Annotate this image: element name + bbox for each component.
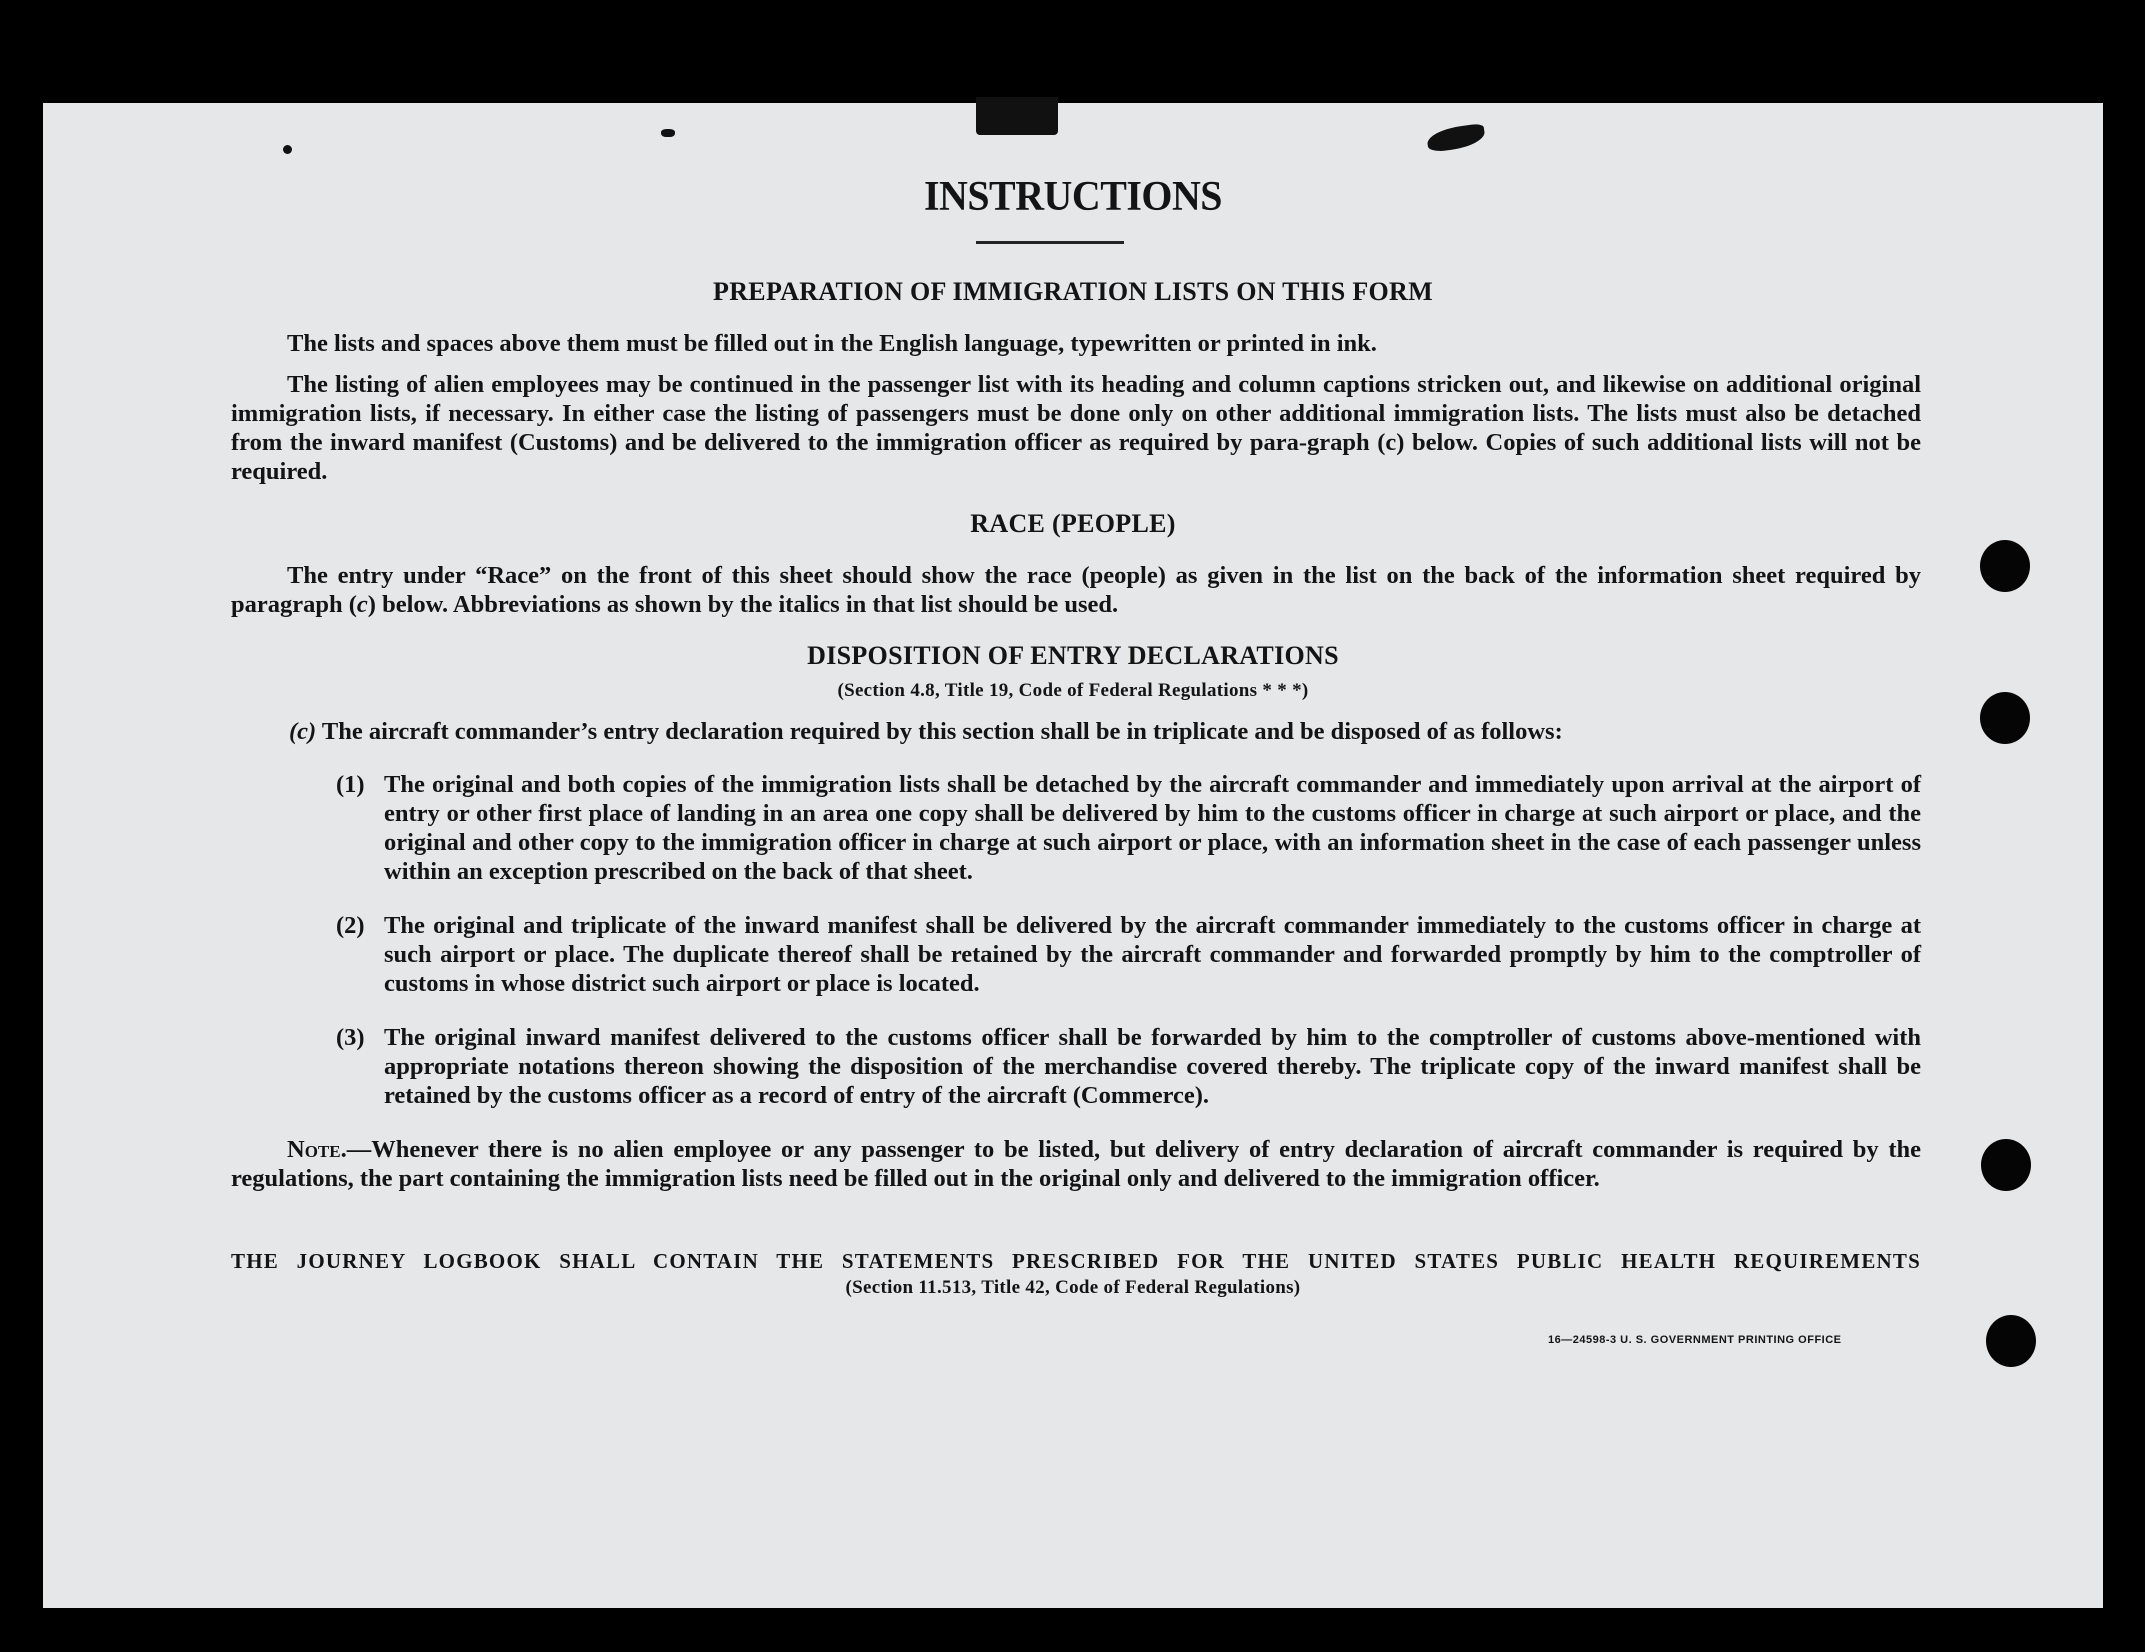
list-item [336,770,1921,886]
heading-disposition: DISPOSITION OF ENTRY DECLARATIONS [807,641,1339,670]
prep-paragraph-2: The listing of alien employees may be continued in the passenger list with its heading and column captions stricken out, and likewise on additional original immigration lists, if necessary. In either case the listing of passengers must be done only on other additional immigration lists. The lists must also be detached from the inward manifest (Customs) and be delivered to the immigration officer as required by para-graph (c) below. Copies of such additional lists will not be required. [231,371,1921,485]
page-title: INSTRUCTIONS [923,174,1223,220]
disposition-intro [289,717,1921,746]
journey-citation: (Section 11.513, Title 42, Code of Federal Regulations) [845,1277,1301,1298]
title-underline [976,241,1124,244]
form-sheet [43,103,2103,1608]
printing-office-code: 16—24598-3 U. S. GOVERNMENT PRINTING OFFICE [1548,1334,1842,1346]
item-number: (1) [336,771,365,798]
punch-hole [1980,692,2030,744]
ink-mark [661,129,675,137]
heading-preparation: PREPARATION OF IMMIGRATION LISTS ON THIS FORM [713,277,1433,306]
intro-label: (c) [289,718,317,745]
punch-hole [1981,1139,2031,1191]
punch-hole [1980,540,2030,592]
note-label: Note. [287,1136,347,1163]
race-text-c: c [356,591,368,618]
prep-paragraph-1: The lists and spaces above them must be filled out in the English language, typewritten or printed in ink. [287,330,1377,357]
disposition-citation: (Section 4.8, Title 19, Code of Federal Regulations * * *) [837,680,1309,701]
item-text: The original inward manifest delivered to the customs officer shall be forwarded by him to the comptroller of customs above-mentioned with appropriate notations thereon showing the disposition of the merchandise covered thereby. The triplicate copy of the inward manifest shall be retained by the customs officer as a record of entry of the aircraft (Commerce). [384,1024,1921,1109]
ink-mark [1426,123,1486,153]
ink-mark [283,145,292,154]
race-text-b: ) below. Abbreviations as shown by the italics in that list should be used. [367,591,1119,618]
list-item [336,1023,1921,1110]
intro-text: The aircraft commander’s entry declaration required by this section shall be in triplicate and be disposed of as follows: [321,718,1563,745]
race-paragraph [231,561,1921,619]
item-number: (2) [336,912,365,939]
heading-race: RACE (PEOPLE) [970,509,1176,538]
punch-hole [1986,1315,2036,1367]
race-text-a: The entry under “Race” on the front of this sheet should show the race (people) as given in the list on the back of the information sheet required by paragraph ( [231,562,1921,618]
item-number: (3) [336,1024,365,1051]
sheet-notch [976,97,1058,135]
item-text: The original and triplicate of the inward manifest shall be delivered by the aircraft commander immediately to the customs officer in charge at such airport or place. The duplicate thereof shall be retained by the aircraft commander and forwarded promptly by him to the comptroller of customs in whose district such airport or place is located. [384,912,1921,997]
list-item [336,911,1921,998]
note-text: —Whenever there is no alien employee or any passenger to be listed, but delivery of entry declaration of aircraft commander is required by the regulations, the part containing the immigration lists need be filled out in the original only and delivered to the immigration officer. [231,1136,1921,1192]
note-paragraph [231,1135,1921,1193]
journey-logbook-statement: THE JOURNEY LOGBOOK SHALL CONTAIN THE STATEMENTS PRESCRIBED FOR THE UNITED STATES PUBLIC HEALTH REQUIREMENTS [231,1249,1921,1273]
item-text: The original and both copies of the immigration lists shall be detached by the aircraft commander and immediately upon arrival at the airport of entry or other first place of landing in an area one copy shall be delivered by him to the customs officer in charge at such airport or place, and the original and other copy to the immigration officer in charge at such airport or place, with an information sheet in the case of each passenger unless within an exception prescribed on the back of that sheet. [384,771,1921,885]
